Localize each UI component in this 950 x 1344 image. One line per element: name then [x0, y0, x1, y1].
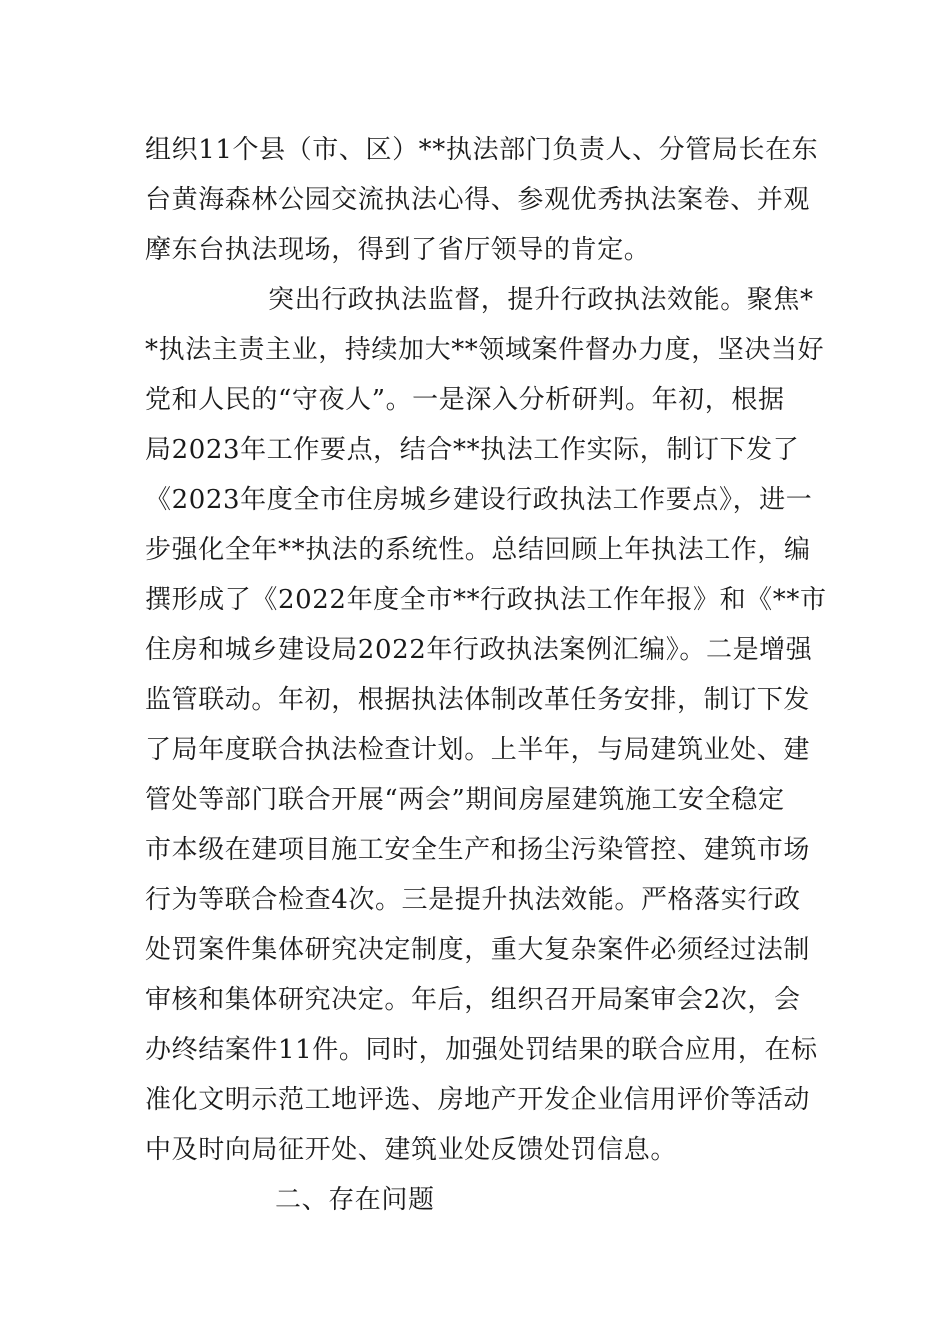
- paragraph-line: 撰形成了《2022年度全市**行政执法工作年报》和《**市: [145, 585, 827, 615]
- paragraph-line: 住房和城乡建设局2022年行政执法案例汇编》。二是增强: [145, 635, 813, 665]
- paragraph-line: *执法主责主业，持续加大**领域案件督办力度，坚决当好: [145, 335, 825, 365]
- paragraph-line: 突出行政执法监督，提升行政执法效能。聚焦*: [268, 285, 814, 315]
- paragraph-line: 摩东台执法现场，得到了省厅领导的肯定。: [145, 235, 651, 265]
- paragraph-line: 处罚案件集体研究决定制度，重大复杂案件必须经过法制: [145, 935, 811, 965]
- paragraph-line: 准化文明示范工地评选、房地产开发企业信用评价等活动: [145, 1085, 811, 1115]
- paragraph-line: 台黄海森林公园交流执法心得、参观优秀执法案卷、并观: [145, 185, 811, 215]
- paragraph-line: 《2023年度全市住房城乡建设行政执法工作要点》，进一: [145, 485, 813, 515]
- paragraph-line: 党和人民的“守夜人”。一是深入分析研判。年初，根据: [145, 385, 785, 415]
- paragraph-line: 了局年度联合执法检查计划。上半年，与局建筑业处、建: [145, 735, 811, 765]
- paragraph-line: 监管联动。年初，根据执法体制改革任务安排，制订下发: [145, 685, 811, 715]
- paragraph-line: 组织11个县（市、区）**执法部门负责人、分管局长在东: [145, 135, 819, 165]
- paragraph-line: 行为等联合检查4次。三是提升执法效能。严格落实行政: [145, 885, 801, 915]
- paragraph-line: 管处等部门联合开展“两会”期间房屋建筑施工安全稳定: [145, 785, 785, 815]
- paragraph-line: 中及时向局征开处、建筑业处反馈处罚信息。: [145, 1135, 678, 1165]
- paragraph-line: 局2023年工作要点，结合**执法工作实际，制订下发了: [145, 435, 800, 465]
- section-heading: 二、存在问题: [275, 1185, 435, 1215]
- paragraph-line: 办终结案件11件。同时，加强处罚结果的联合应用，在标: [145, 1035, 818, 1065]
- paragraph-line: 市本级在建项目施工安全生产和扬尘污染管控、建筑市场: [145, 835, 811, 865]
- paragraph-line: 审核和集体研究决定。年后，组织召开局案审会2次，会: [145, 985, 801, 1015]
- paragraph-line: 步强化全年**执法的系统性。总结回顾上年执法工作，编: [145, 535, 811, 565]
